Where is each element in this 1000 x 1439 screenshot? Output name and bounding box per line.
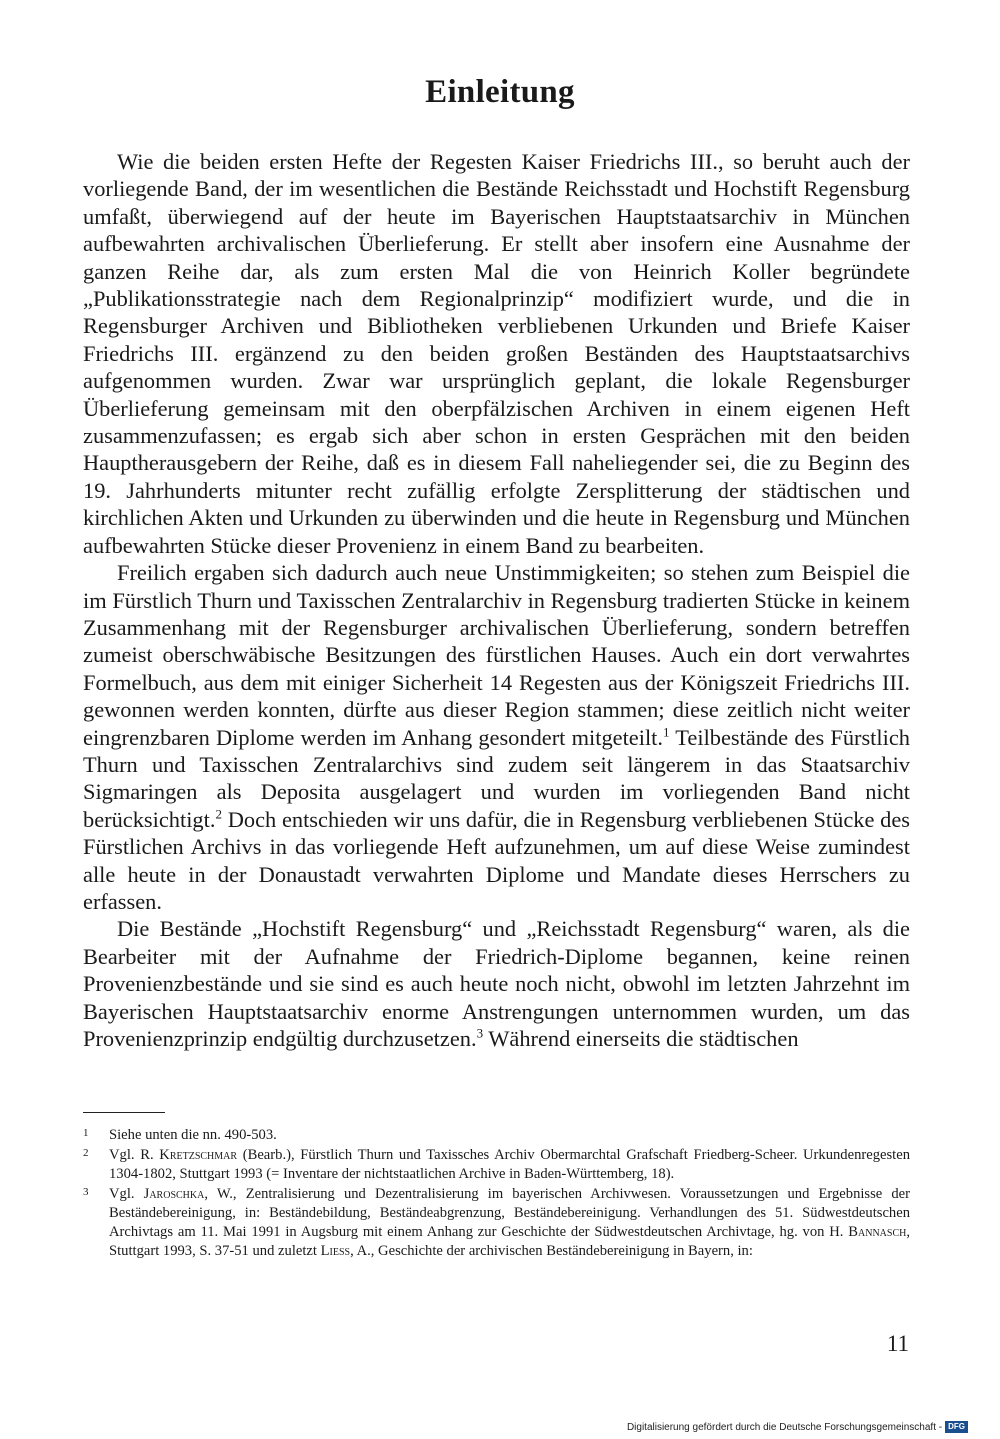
footnote-number: 1: [83, 1127, 89, 1139]
footnote: [83, 1185, 910, 1261]
footnote-number: 2: [83, 1147, 89, 1159]
page-title: Einleitung: [425, 74, 575, 111]
footnote-text: , A., Geschichte der archivischen Beständebereinigung in Bayern, in:: [350, 1243, 753, 1259]
author-name: Liess: [320, 1243, 351, 1259]
footnote-text: (Bearb.), Fürstlich Thurn und Taxissches Archiv Obermarchtal Grafschaft Friedberg-Scheer. Urkundenregesten 1304-1802, Stuttgart 1993 (= Inventare der nichtstaatlichen Archive in Baden-Württemberg, 18).: [109, 1147, 910, 1182]
footnote-text: Siehe unten die nn. 490-503.: [109, 1127, 277, 1143]
paragraph-2: [83, 559, 910, 915]
footnote-ref[interactable]: 2: [215, 806, 222, 822]
footnote: [83, 1146, 910, 1184]
paragraph-text: Freilich ergaben sich dadurch auch neue Unstimmigkeiten; so stehen zum Beispiel die im Fürstlich Thurn und Taxisschen Zentralarchiv in Regensburg tradierten Stücke in keinem Zusammenhang mit der Regensburger archivalischen Überlieferung, sondern betreffen zumeist oberschwäbische Besitzungen des fürstlichen Hauses. Auch ein dort verwahrtes Formelbuch, aus dem mit einiger Sicherheit 14 Regesten aus der Königszeit Friedrichs III. gewonnen werden konnten, dürfte aus dieser Region stammen; diese zeitlich nicht weiter eingrenzbaren Diplome werden im Anhang gesondert mitgeteilt.: [83, 560, 910, 750]
paragraph-text: Während einerseits die städtischen: [483, 1026, 799, 1051]
credit-text: Digitalisierung gefördert durch die Deutsche Forschungsgemeinschaft -: [626, 1421, 943, 1433]
footnote-number: 3: [83, 1186, 89, 1198]
digitization-credit: [627, 1421, 968, 1433]
paragraph-text: Teilbestände des Fürstlich Thurn und Taxisschen Zentralarchivs sind zudem seit längerem in das Staatsarchiv Sigmaringen als Deposita ausgelagert und wurden im vorliegenden Band nicht berücksichtigt.: [83, 724, 910, 832]
footnote-text: , W., Zentralisierung und Dezentralisierung im bayerischen Archivwesen. Voraussetzungen und Ergebnisse der Beständebereinigung, in: Beständebildung, Beständeabgrenzung, Beständebereinigung. Verhandlungen des 51. Südwestdeutschen Archivtags am 11. Mai 1991 in Augsburg mit einem Anhang zur Geschichte der Südwestdeutschen Archivtage, hg. von H.: [109, 1186, 911, 1240]
footnote-text: Vgl.: [109, 1186, 144, 1202]
footnote-ref[interactable]: 1: [663, 724, 670, 740]
paragraph-text: Doch entschieden wir uns dafür, die in Regensburg verbliebenen Stücke des Fürstlichen Archivs in das vorliegende Heft aufzunehmen, um auf diese Weise zumindest alle heute in der Donaustadt verwahrten Diplome und Mandate dieses Herrschers zu erfassen.: [83, 806, 910, 914]
footnotes: [83, 1126, 910, 1262]
footnote: [83, 1126, 910, 1145]
footnote-divider: [83, 1112, 165, 1113]
footnote-ref[interactable]: 3: [476, 1025, 484, 1041]
body-text: [83, 148, 910, 1052]
author-name: Bannasch: [848, 1224, 907, 1240]
paragraph-3: [83, 915, 910, 1052]
page-number: 11: [886, 1331, 909, 1356]
footnote-text: Vgl. R.: [109, 1147, 160, 1163]
author-name: Kretzschmar: [159, 1147, 238, 1163]
paragraph-1: [83, 148, 910, 559]
paragraph-text: Die Bestände „Hochstift Regensburg“ und „Reichsstadt Regensburg“ waren, als die Bearbeiter mit der Aufnahme der Friedrich-Diplome begannen, keine reinen Provenienzbestände und sie sind es auch heute noch nicht, obwohl im letzten Jahrzehnt im Bayerischen Hauptstaatsarchiv enorme Anstrengungen unternommen wurden, um das Provenienzprinzip endgültig durchzusetzen.: [83, 916, 910, 1051]
footnote-text: , Stuttgart 1993, S. 37-51 und zuletzt: [109, 1224, 910, 1259]
dfg-logo: DFG: [945, 1421, 968, 1433]
paragraph-text: Wie die beiden ersten Hefte der Regesten Kaiser Friedrichs III., so beruht auch der vorliegende Band, der im wesentlichen die Bestände Reichsstadt und Hochstift Regensburg umfaßt, überwiegend auf der heute im Bayerischen Hauptstaatsarchiv in München aufbewahrten archivalischen Überlieferung. Er stellt aber insofern eine Ausnahme der ganzen Reihe dar, als zum ersten Mal die von Heinrich Koller begründete „Publikationsstrategie nach dem Regionalprinzip“ modifiziert wurde, und die in Regensburger Archiven und Bibliotheken verbliebenen Urkunden und Briefe Kaiser Friedrichs III. ergänzend zu den beiden großen Beständen des Hauptstaatsarchivs aufgenommen wurden. Zwar war ursprünglich geplant, die lokale Regensburger Überlieferung gemeinsam mit den oberpfälzischen Archiven in einem eigenen Heft zusammenzufassen; es ergab sich aber schon in ersten Gesprächen mit den beiden Hauptherausgebern der Reihe, daß es in diesem Fall naheliegender sei, die zu Beginn des 19. Jahrhunderts mitunter recht zufällig erfolgte Zersplitterung der städtischen und kirchlichen Akten und Urkunden zu überwinden und die heute in Regensburg und München aufbewahrten Stücke dieser Provenienz in einem Band zu bearbeiten.: [83, 149, 910, 558]
author-name: Jaroschka: [143, 1186, 205, 1202]
